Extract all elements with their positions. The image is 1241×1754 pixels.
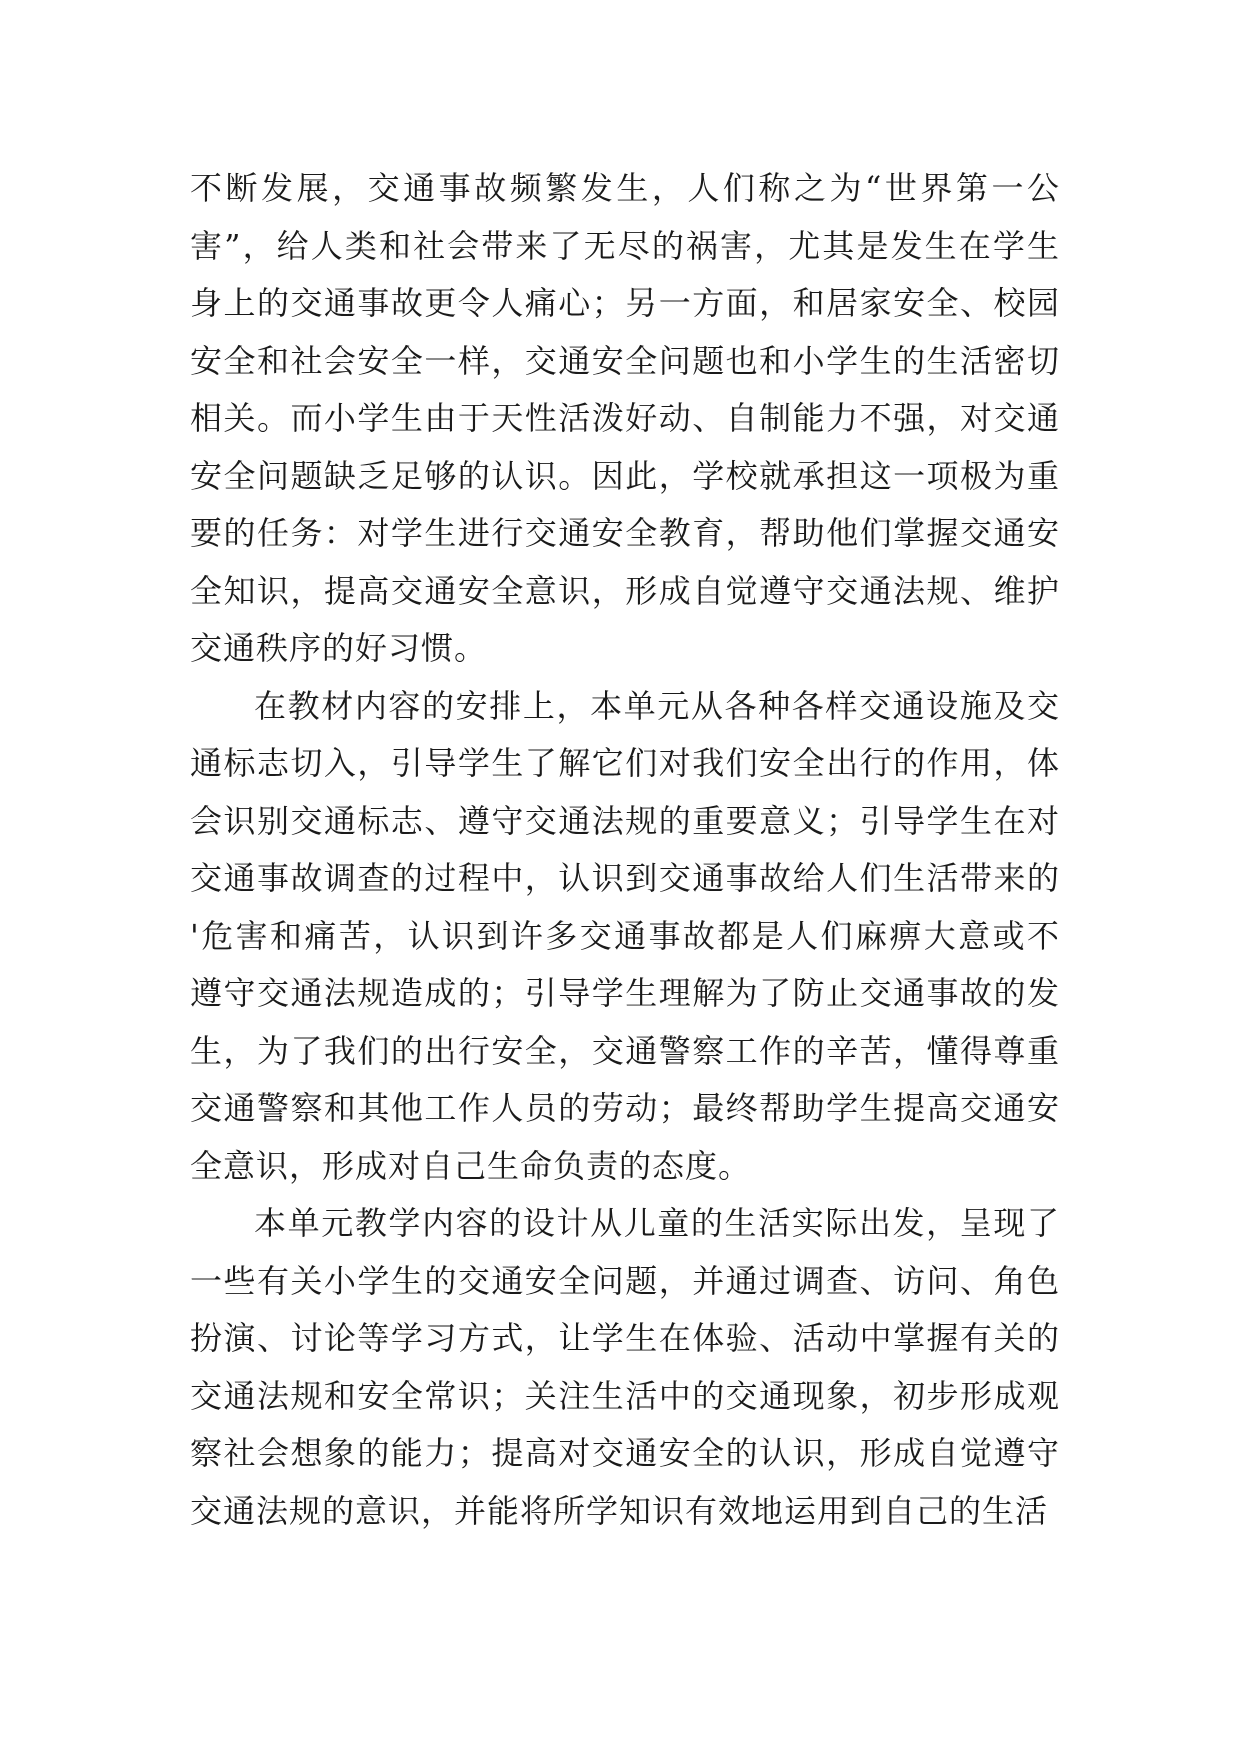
text-line: 生，为了我们的出行安全，交通警察工作的辛苦，懂得尊重 <box>190 1031 1060 1070</box>
text-line: 遵守交通法规造成的；引导学生理解为了防止交通事故的发 <box>190 974 1060 1012</box>
text-line: 会识别交通标志、遵守交通法规的重要意义；引导学生在对 <box>190 801 1060 840</box>
text-line: 害”，给人类和社会带来了无尽的祸害，尤其是发生在学生 <box>190 226 1060 265</box>
text-line: 交通事故调查的过程中，认识到交通事故给人们生活带来的 <box>190 859 1060 897</box>
text-line: '危害和痛苦，认识到许多交通事故都是人们麻痹大意或不 <box>190 916 1060 955</box>
text-line: 交通法规和安全常识；关注生活中的交通现象，初步形成观 <box>190 1376 1060 1415</box>
text-line: 察社会想象的能力；提高对交通安全的认识，形成自觉遵守 <box>190 1434 1060 1472</box>
text-line: 交通秩序的好习惯。 <box>190 629 488 667</box>
text-line: 全知识，提高交通安全意识，形成自觉遵守交通法规、维护 <box>190 571 1060 610</box>
text-line: 交通法规的意识，并能将所学知识有效地运用到自己的生活 <box>190 1491 1049 1530</box>
text-line: 相关。而小学生由于天性活泼好动、自制能力不强，对交通 <box>190 399 1060 437</box>
text-line: 一些有关小学生的交通安全问题，并通过调查、访问、角色 <box>190 1261 1060 1300</box>
text-line: 扮演、讨论等学习方式，让学生在体验、活动中掌握有关的 <box>190 1319 1060 1357</box>
text-line: 身上的交通事故更令人痛心；另一方面，和居家安全、校园 <box>190 284 1060 322</box>
text-line: 要的任务：对学生进行交通安全教育，帮助他们掌握交通安 <box>190 514 1060 552</box>
body-text <box>190 160 1060 1540</box>
text-line: 不断发展，交通事故频繁发生，人们称之为“世界第一公 <box>190 169 1060 207</box>
paragraph-p1 <box>190 160 1060 678</box>
text-line: 安全问题缺乏足够的认识。因此，学校就承担这一项极为重 <box>190 456 1060 495</box>
text-line: 安全和社会安全一样，交通安全问题也和小学生的生活密切 <box>190 341 1060 380</box>
text-line: 全意识，形成对自己生命负责的态度。 <box>190 1146 752 1185</box>
paragraph-p3 <box>190 1195 1060 1540</box>
text-line: 交通警察和其他工作人员的劳动；最终帮助学生提高交通安 <box>190 1089 1060 1127</box>
text-line: 在教材内容的安排上，本单元从各种各样交通设施及交 <box>254 686 1060 725</box>
paragraph-p2 <box>190 678 1060 1196</box>
text-line: 通标志切入，引导学生了解它们对我们安全出行的作用，体 <box>190 744 1060 782</box>
text-line: 本单元教学内容的设计从儿童的生活实际出发，呈现了 <box>254 1204 1060 1242</box>
